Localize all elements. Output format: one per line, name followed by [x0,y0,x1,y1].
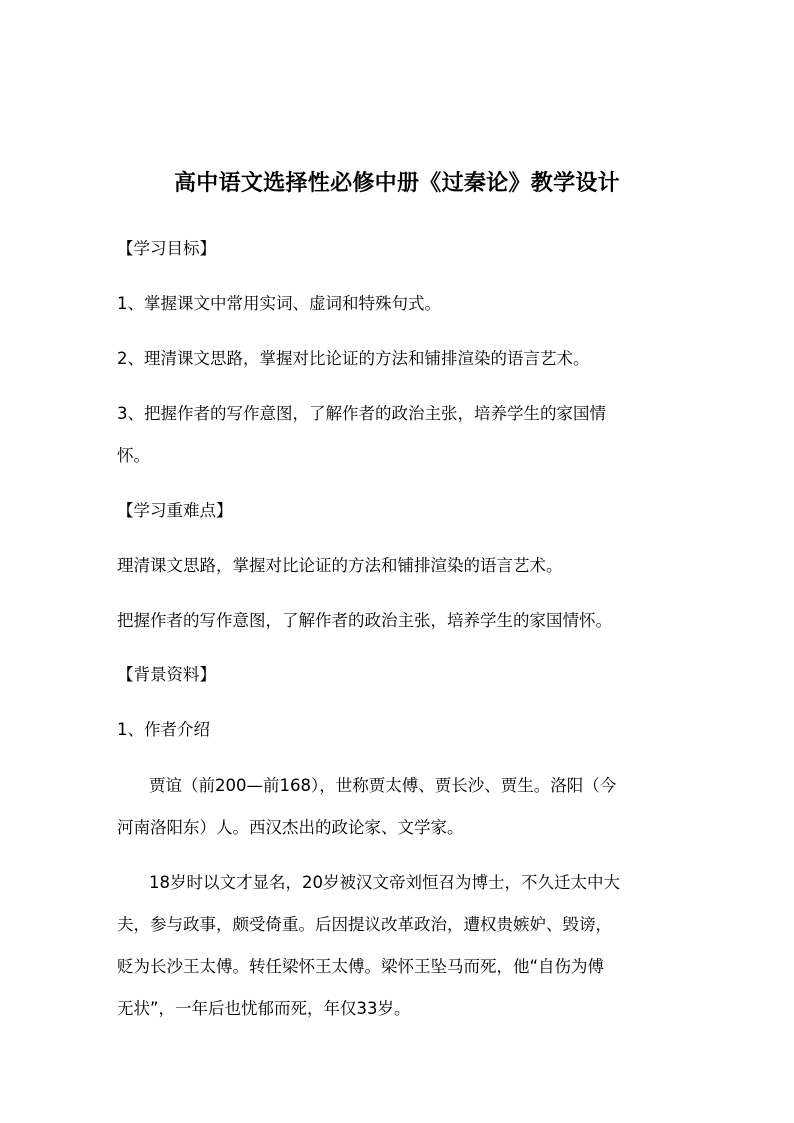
key-point-item-1: 理清课文思路，掌握对比论证的方法和铺排渲染的语言艺术。 [117,556,563,575]
key-point-item-2: 把握作者的写作意图，了解作者的政治主张，培养学生的家国情怀。 [117,611,612,630]
author-paragraph-1-line-2: 河南洛阳东）人。西汉杰出的政论家、文学家。 [117,818,464,837]
author-paragraph-1-line-1: 贾谊（前200—前168），世称贾太傅、贾长沙、贾生。洛阳（今 [149,776,617,795]
author-paragraph-2-line-2: 夫，参与政事，颇受倚重。后因提议改革政治，遭权贵嫉妒、毁谤， [117,915,612,934]
objective-item-1: 1、掌握课文中常用实词、虚词和特殊句式。 [117,294,441,313]
background-heading: 【背景资料】 [117,665,216,684]
objective-item-3: 3、把握作者的写作意图，了解作者的政治主张，培养学生的家国情 [117,404,606,423]
document-title: 高中语文选择性必修中册《过秦论》教学设计 [173,170,620,196]
author-intro-subheading: 1、作者介绍 [117,720,210,739]
objective-item-2: 2、理清课文思路，掌握对比论证的方法和铺排渲染的语言艺术。 [117,349,590,368]
objective-item-3-continued: 怀。 [117,446,150,465]
author-paragraph-2-line-3: 贬为长沙王太傅。转任梁怀王太傅。梁怀王坠马而死，他“自伤为傅 [117,957,605,976]
key-points-heading: 【学习重难点】 [117,501,233,520]
author-paragraph-2-line-4: 无状”，一年后也忧郁而死，年仅33岁。 [117,999,411,1018]
author-paragraph-2-line-1: 18岁时以文才显名，20岁被汉文帝刘恒召为博士，不久迁太中大 [149,873,620,892]
objectives-heading: 【学习目标】 [117,239,216,258]
